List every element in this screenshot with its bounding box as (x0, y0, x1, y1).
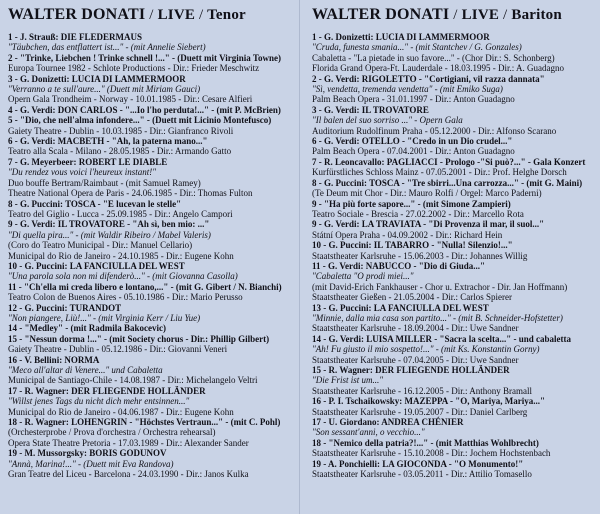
track-detail-line (312, 448, 596, 458)
track-detail-line (8, 271, 295, 281)
track-text: "Il balen del suo sorriso ..." - Opern Gala (312, 115, 463, 126)
track-number: 15 - (312, 365, 327, 375)
track-detail-line (312, 469, 596, 479)
track-detail-line (8, 63, 295, 73)
track-text: Opern Gala Trondheim - Norway - 10.01.1985 - Dir.: Cesare Alfieri (8, 94, 253, 105)
track-number: 14 - (8, 323, 23, 334)
track-title-line (8, 334, 295, 344)
track-title-line (312, 261, 596, 271)
track-title-line (312, 32, 596, 42)
track-text: "Dio, che nell'alma infondere..." - (Duett mit Licinio Montefusco) (20, 115, 272, 126)
track-detail-line (312, 53, 596, 63)
track-detail-line (312, 188, 596, 198)
track-number: 7 - (8, 156, 18, 167)
track-text: G. Verdi: RIGOLETTO - "Cortigiani, vil razza dannata" (324, 73, 545, 84)
track-detail-line (8, 292, 295, 302)
track-text: (Orchesterprobe / Prova d'orchestra / Orchestra rehearsal) (8, 427, 216, 438)
track-title-line (312, 105, 596, 115)
track-detail-line (8, 178, 295, 188)
track-number: 1 - (8, 32, 18, 42)
track-text: "Una parola sola non mi difenderò..." - (mit Giovanna Casolla) (8, 271, 238, 282)
track-detail-line (312, 313, 596, 323)
track-text: Gran Teatre del Liceu - Barcelona - 24.03.1990 - Dir.: Janos Kulka (8, 469, 249, 480)
track-detail-line (8, 209, 295, 219)
track-detail-line (8, 396, 295, 406)
track-entry (312, 417, 596, 438)
track-text: "Di quella pira..." - (mit Waldir Ribeiro / Mabel Valeris) (8, 229, 211, 240)
track-title-line (8, 74, 295, 84)
heading-separator: / (453, 7, 458, 23)
track-number: 4 - (8, 104, 18, 115)
track-number: 18 - (312, 437, 327, 448)
track-entry (8, 282, 295, 303)
track-text: Opera State Theatre Pretoria - 17.03.1989 - Dir.: Alexander Sander (8, 437, 249, 448)
track-entry (312, 459, 596, 480)
track-text: Florida Grand Opera-Ft. Lauderdale - 18.03.1995 - Dir.: A. Guadagno (312, 63, 564, 74)
track-number: 9 - (8, 219, 18, 230)
track-entry (312, 199, 596, 220)
track-detail-line (312, 167, 596, 177)
track-text: G. Meyerbeer: ROBERT LE DIABLE (20, 156, 168, 167)
track-entry (8, 199, 295, 220)
track-detail-line (8, 240, 295, 250)
track-detail-line (312, 271, 596, 281)
track-number: 11 - (312, 260, 326, 271)
track-detail-line (8, 438, 295, 448)
track-entry (312, 334, 596, 365)
track-entry (8, 323, 295, 333)
track-entry (8, 157, 295, 199)
track-title-line (8, 136, 295, 146)
track-detail-line (312, 386, 596, 396)
track-title-line (312, 136, 596, 146)
track-title-line (8, 105, 295, 115)
track-entry (312, 261, 596, 303)
track-text: R. Wagner: DER FLIEGENDE HOLLÄNDER (24, 385, 206, 396)
track-entry (8, 417, 295, 448)
track-entry (8, 105, 295, 115)
track-detail-line (312, 375, 596, 385)
live-label: LIVE (461, 7, 500, 23)
track-text: Municipal do Rio de Janeiro - 24.10.1985 - Dir.: Eugene Kohn (8, 250, 234, 261)
track-number: 8 - (8, 198, 18, 209)
track-number: 17 - (8, 385, 23, 396)
track-text: "Verranno a te sull'aure..." (Duett mit Miriam Gauci) (8, 84, 201, 95)
track-detail-line (312, 344, 596, 354)
track-text: "Medley" - (mit Radmila Bakocevic) (24, 323, 166, 334)
track-text: G. Verdi: MACBETH - "Ah, la paterna mano..." (20, 136, 208, 147)
heading-separator: / (199, 7, 204, 23)
track-number: 14 - (312, 333, 327, 344)
track-title-line (312, 365, 596, 375)
track-detail-line (312, 407, 596, 417)
track-title-line (312, 157, 596, 167)
track-entry (8, 115, 295, 136)
track-number: 10 - (8, 260, 23, 271)
track-text: Staatstheater Karlsruhe - 07.04.2005 - Dir.: Uwe Sandner (312, 354, 519, 365)
track-number: 6 - (8, 136, 18, 147)
track-text: G. Donizetti: LUCIA DI LAMMERMOOR (324, 32, 490, 42)
track-text: Municipal do Rio de Janeiro - 04.06.1987 - Dir.: Eugene Kohn (8, 406, 234, 417)
track-title-line (8, 448, 295, 458)
track-text: "Ah! Fu giusto il mio sospetto!..." - (mit Ks. Konstantin Gorny) (312, 344, 540, 355)
track-number: 6 - (312, 136, 322, 147)
heading-separator: / (503, 7, 508, 23)
track-text: Theatre National Opera de Paris - 24.06.1985 - Dir.: Thomas Fulton (8, 188, 253, 199)
track-title-line (312, 240, 596, 250)
track-title-line (312, 199, 596, 209)
track-text: V. Bellini: NORMA (24, 354, 100, 365)
track-detail-line (8, 146, 295, 156)
track-entry (312, 105, 596, 136)
track-text: G. Puccini: LA FANCIULLA DEL WEST (24, 260, 185, 271)
track-detail-line (312, 63, 596, 73)
track-detail-line (8, 365, 295, 375)
track-text: G. Puccini: TOSCA - "E lucevan le stelle" (20, 198, 182, 209)
track-text: "Nessun dorma !..." - (mit Society chorus - Dir.: Phillip Gilbert) (24, 333, 270, 344)
track-entry (312, 136, 596, 157)
track-entry (8, 355, 295, 386)
track-text: Staatstheater Karlsruhe - 03.05.2011 - Dir.: Attilio Tomasello (312, 469, 532, 480)
track-text: "Willst jenes Tags du nicht dich mehr entsinnen..." (8, 396, 190, 407)
track-text: Teatro Colon de Buenos Aires - 05.10.1986 - Dir.: Mario Perusso (8, 292, 243, 303)
track-text: "Meco all'altar di Venere..." und Cabaletta (8, 365, 163, 375)
track-detail-line (312, 94, 596, 104)
track-title-line (8, 219, 295, 229)
track-text: Staatstheater Gießen - 21.05.2004 - Dir.: Carlos Spierer (312, 292, 512, 303)
baritone-track-list (312, 32, 596, 479)
track-text: Staatstheater Karlsruhe - 15.10.2008 - Dir.: Jochem Hochstenbach (312, 448, 551, 459)
track-text: Duo bouffe Bertram/Raimbaut - (mit Samuel Ramey) (8, 177, 201, 188)
track-text: R. Wagner: DER FLIEGENDE HOLLÄNDER (328, 365, 510, 375)
track-number: 11 - (8, 281, 22, 292)
track-text: (Te Deum mit Chor - Dir.: Mauro Rolfi / Orgel: Marco Paderni) (312, 188, 542, 199)
track-text: G. Verdi: IL TROVATORE - "Ah sì, ben mio: ..." (20, 219, 210, 230)
track-text: Kurfürstliches Schloss Mainz - 07.05.2001 - Dir.: Prof. Helghe Dorsch (312, 167, 567, 178)
track-title-line (312, 459, 596, 469)
baritone-column (302, 0, 600, 514)
track-text: "Minnie, dalla mia casa son partito..." - (mit B. Schneider-Hofstetter) (312, 312, 563, 323)
track-entry (8, 334, 295, 355)
track-detail-line (312, 323, 596, 333)
track-detail-line (312, 126, 596, 136)
track-text: G. Puccini: LA FANCIULLA DEL WEST (328, 302, 489, 313)
track-entry (8, 136, 295, 157)
track-number: 8 - (312, 177, 322, 188)
track-number: 7 - (312, 156, 322, 167)
track-number: 9 - (312, 219, 322, 230)
track-detail-line (8, 188, 295, 198)
track-entry (312, 240, 596, 261)
track-text: P. I. Tschaikowsky: MAZEPPA - "O, Mariya, Mariya..." (328, 396, 546, 407)
track-text: G. Puccini: TURANDOT (24, 302, 122, 313)
track-text: Cabaletta - "La pietade in suo favore..." - (Chor Dir.: S. Schonberg) (312, 52, 555, 63)
track-text: Staatstheater Karlsruhe - 18.09.2004 - Dir.: Uwe Sandner (312, 323, 519, 334)
track-detail-line (312, 115, 596, 125)
track-title-line (8, 53, 295, 63)
track-text: G. Verdi: IL TROVATORE (324, 104, 429, 115)
track-text: (Coro do Teatro Municipal - Dir.: Manuel Cellario) (8, 240, 193, 251)
artist-name: WALTER DONATI (8, 6, 146, 23)
track-detail-line (8, 84, 295, 94)
track-detail-line (8, 42, 295, 52)
track-detail-line (8, 344, 295, 354)
track-number: 12 - (8, 302, 23, 313)
track-number: 3 - (312, 104, 322, 115)
track-detail-line (8, 167, 295, 177)
track-number: 17 - (312, 417, 327, 428)
track-detail-line (312, 292, 596, 302)
track-text: Teatro Sociale - Brescia - 27.02.2002 - Dir.: Marcello Rota (312, 208, 524, 219)
track-entry (8, 219, 295, 261)
track-number: 9 - (312, 198, 322, 209)
track-entry (8, 303, 295, 324)
track-number: 15 - (8, 333, 23, 344)
track-text: Teatro del Giglio - Lucca - 25.09.1985 - Dir.: Angelo Campori (8, 208, 233, 219)
track-text: G. Verdi: LUISA MILLER - "Sacra la scelta..." - und cabaletta (328, 333, 571, 344)
track-detail-line (312, 84, 596, 94)
track-detail-line (8, 313, 295, 323)
track-entry (312, 219, 596, 240)
track-detail-line (8, 126, 295, 136)
track-text: G. Puccini: TOSCA - "Tre sbirri...Una carrozza..." - (mit G. Maini) (324, 177, 583, 188)
track-detail-line (312, 42, 596, 52)
heading-separator: / (149, 7, 154, 23)
track-text: Staatstheater Karlsruhe - 16.12.2005 - Dir.: Anthony Bramall (312, 385, 532, 396)
track-entry (8, 53, 295, 74)
track-entry (312, 396, 596, 417)
track-number: 18 - (8, 417, 23, 428)
track-detail-line (8, 459, 295, 469)
track-text: U. Giordano: ANDREA CHÉNIER (328, 417, 464, 428)
track-detail-line (312, 209, 596, 219)
track-number: 19 - (312, 458, 327, 469)
track-detail-line (8, 251, 295, 261)
track-text: "Annà, Marina!..." - (Duett mit Eva Randova) (8, 458, 174, 469)
track-entry (8, 386, 295, 417)
track-text: Teatro alla Scala - Milano - 28.05.1985 - Dir.: Armando Gatto (8, 146, 232, 157)
track-entry (312, 438, 596, 459)
track-detail-line (312, 230, 596, 240)
track-text: Gaiety Theatre - Dublin - 05.12.1986 - Dir.: Giovanni Veneri (8, 344, 228, 355)
track-text: "Trinke, Liebchen ! Trinke schnell !..." - (Duett mit Virginia Towne) (20, 52, 281, 63)
track-number: 19 - (8, 448, 23, 459)
track-title-line (8, 282, 295, 292)
track-text: A. Ponchielli: LA GIOCONDA - "O Monumento!" (328, 458, 524, 469)
track-entry (312, 178, 596, 199)
track-number: 1 - (312, 32, 322, 42)
tenor-heading (8, 6, 295, 24)
track-entry (8, 261, 295, 282)
track-detail-line (312, 282, 596, 292)
track-title-line (8, 355, 295, 365)
track-title-line (8, 417, 295, 427)
track-number: 2 - (312, 73, 322, 84)
track-title-line (8, 261, 295, 271)
voice-label: Tenor (207, 7, 246, 23)
track-title-line (8, 157, 295, 167)
track-entry (8, 448, 295, 479)
track-title-line (8, 115, 295, 125)
track-text: Státní Opera Praha - 04.09.2002 - Dir.: Richard Hein (312, 229, 503, 240)
track-detail-line (312, 427, 596, 437)
track-title-line (8, 386, 295, 396)
track-title-line (312, 417, 596, 427)
track-entry (312, 157, 596, 178)
track-entry (312, 303, 596, 334)
track-text: G. Verdi: LA TRAVIATA - "Di Provenza il mar, il suol..." (324, 219, 545, 230)
track-number: 16 - (8, 354, 23, 365)
track-number: 13 - (312, 302, 327, 313)
track-text: (mit David-Erich Fankhauser - Chor u. Extrachor - Dir. Jan Hoffmann) (312, 281, 568, 292)
track-text: "Son sessant'anni, o vecchio..." (312, 427, 425, 438)
track-text: "Ch'ella mi creda libero e lontano,..." - (mit G. Gibert / N. Bianchi) (24, 281, 282, 292)
track-title-line (312, 219, 596, 229)
track-title-line (312, 178, 596, 188)
track-text: Gaiety Theatre - Dublin - 10.03.1985 - Dir.: Gianfranco Rivoli (8, 125, 234, 136)
track-title-line (8, 323, 295, 333)
track-text: "Du rendez vous voici l'heureux instant!" (8, 167, 157, 178)
track-text: Europa Tournee 1982 - Schlote Productions - Dir.: Frieder Meschwitz (8, 63, 260, 74)
track-number: 16 - (312, 396, 327, 407)
baritone-heading (312, 6, 596, 24)
track-text: "Cabaletta "O prodi miei..." (312, 271, 414, 282)
track-text: "Cruda, funesta smania..." - (mit Stantchev / G. Gonzales) (312, 42, 522, 53)
track-text: Palm Beach Opera - 31.01.1997 - Dir.: Anton Guadagno (312, 94, 515, 105)
track-number: 3 - (8, 73, 18, 84)
track-detail-line (312, 355, 596, 365)
track-text: R. Leoncavallo: PAGLIACCI - Prologo -"Si può?..." - Gala Konzert (324, 156, 586, 167)
track-detail-line (8, 407, 295, 417)
track-detail-line (312, 146, 596, 156)
track-text: R. Wagner: LOHENGRIN - "Höchstes Vertraun..." - (mit C. Pohl) (24, 417, 281, 428)
tenor-track-list (8, 32, 295, 479)
artist-name: WALTER DONATI (312, 6, 450, 23)
track-detail-line (312, 251, 596, 261)
track-text: G. Donizetti: LUCIA DI LAMMERMOOR (20, 73, 186, 84)
track-number: 10 - (312, 240, 327, 251)
track-title-line (8, 303, 295, 313)
track-title-line (8, 199, 295, 209)
track-number: 5 - (8, 115, 18, 126)
track-text: Municipal de Santiago-Chile - 14.08.1987 - Dir.: Michelangelo Veltri (8, 375, 258, 386)
track-entry (312, 32, 596, 74)
track-text: Palm Beach Opera - 07.04.2001 - Dir.: Anton Guadagno (312, 146, 515, 157)
live-label: LIVE (157, 7, 196, 23)
track-title-line (312, 303, 596, 313)
track-text: "Sì, vendetta, tremenda vendetta" - (mit Emiko Suga) (312, 84, 503, 95)
track-entry (312, 74, 596, 105)
track-title-line (312, 74, 596, 84)
track-text: "Täubchen, das entflattert ist..." - (mit Annelie Siebert) (8, 42, 206, 53)
track-entry (312, 365, 596, 396)
track-text: Staatstheater Karlsruhe - 19.05.2007 - Dir.: Daniel Carlberg (312, 406, 528, 417)
voice-label: Bariton (511, 7, 562, 23)
track-text: G. Verdi: NABUCCO - "Dio di Giuda..." (328, 260, 486, 271)
track-detail-line (8, 427, 295, 437)
track-title-line (312, 334, 596, 344)
track-text: G. Verdi: DON CARLOS - "...Io l'ho perduta!..." - (mit P. McBrien) (20, 104, 281, 115)
track-text: "Non piangere, Liù!..." - (mit Virginia Kerr / Liu Yue) (8, 312, 201, 323)
track-text: J. Strauß: DIE FLEDERMAUS (20, 32, 143, 42)
track-detail-line (8, 230, 295, 240)
track-detail-line (8, 375, 295, 385)
track-title-line (8, 32, 295, 42)
track-text: "Ha più forte sapore..." - (mit Simone Zampieri) (324, 198, 511, 209)
track-text: "Nemico della patria?!..." - (mit Matthias Wohlbrecht) (328, 437, 539, 448)
track-number: 2 - (8, 52, 18, 63)
track-title-line (312, 396, 596, 406)
track-title-line (312, 438, 596, 448)
track-text: M. Mussorgsky: BORIS GODUNOV (24, 448, 167, 459)
track-text: "Die Frist ist um..." (312, 375, 384, 386)
track-detail-line (8, 94, 295, 104)
track-text: Staatstheater Karlsruhe - 15.06.2003 - Dir.: Johannes Willig (312, 250, 528, 261)
track-text: G. Verdi: OTELLO - "Credo in un Dio crudel..." (324, 136, 513, 147)
track-entry (8, 74, 295, 105)
track-text: Auditorium Rudolfinum Praha - 05.12.2000 - Dir.: Alfonso Scarano (312, 125, 557, 136)
track-detail-line (8, 469, 295, 479)
track-text: G. Puccini: IL TABARRO - "Nulla! Silenzio!..." (328, 240, 513, 251)
track-entry (8, 32, 295, 53)
